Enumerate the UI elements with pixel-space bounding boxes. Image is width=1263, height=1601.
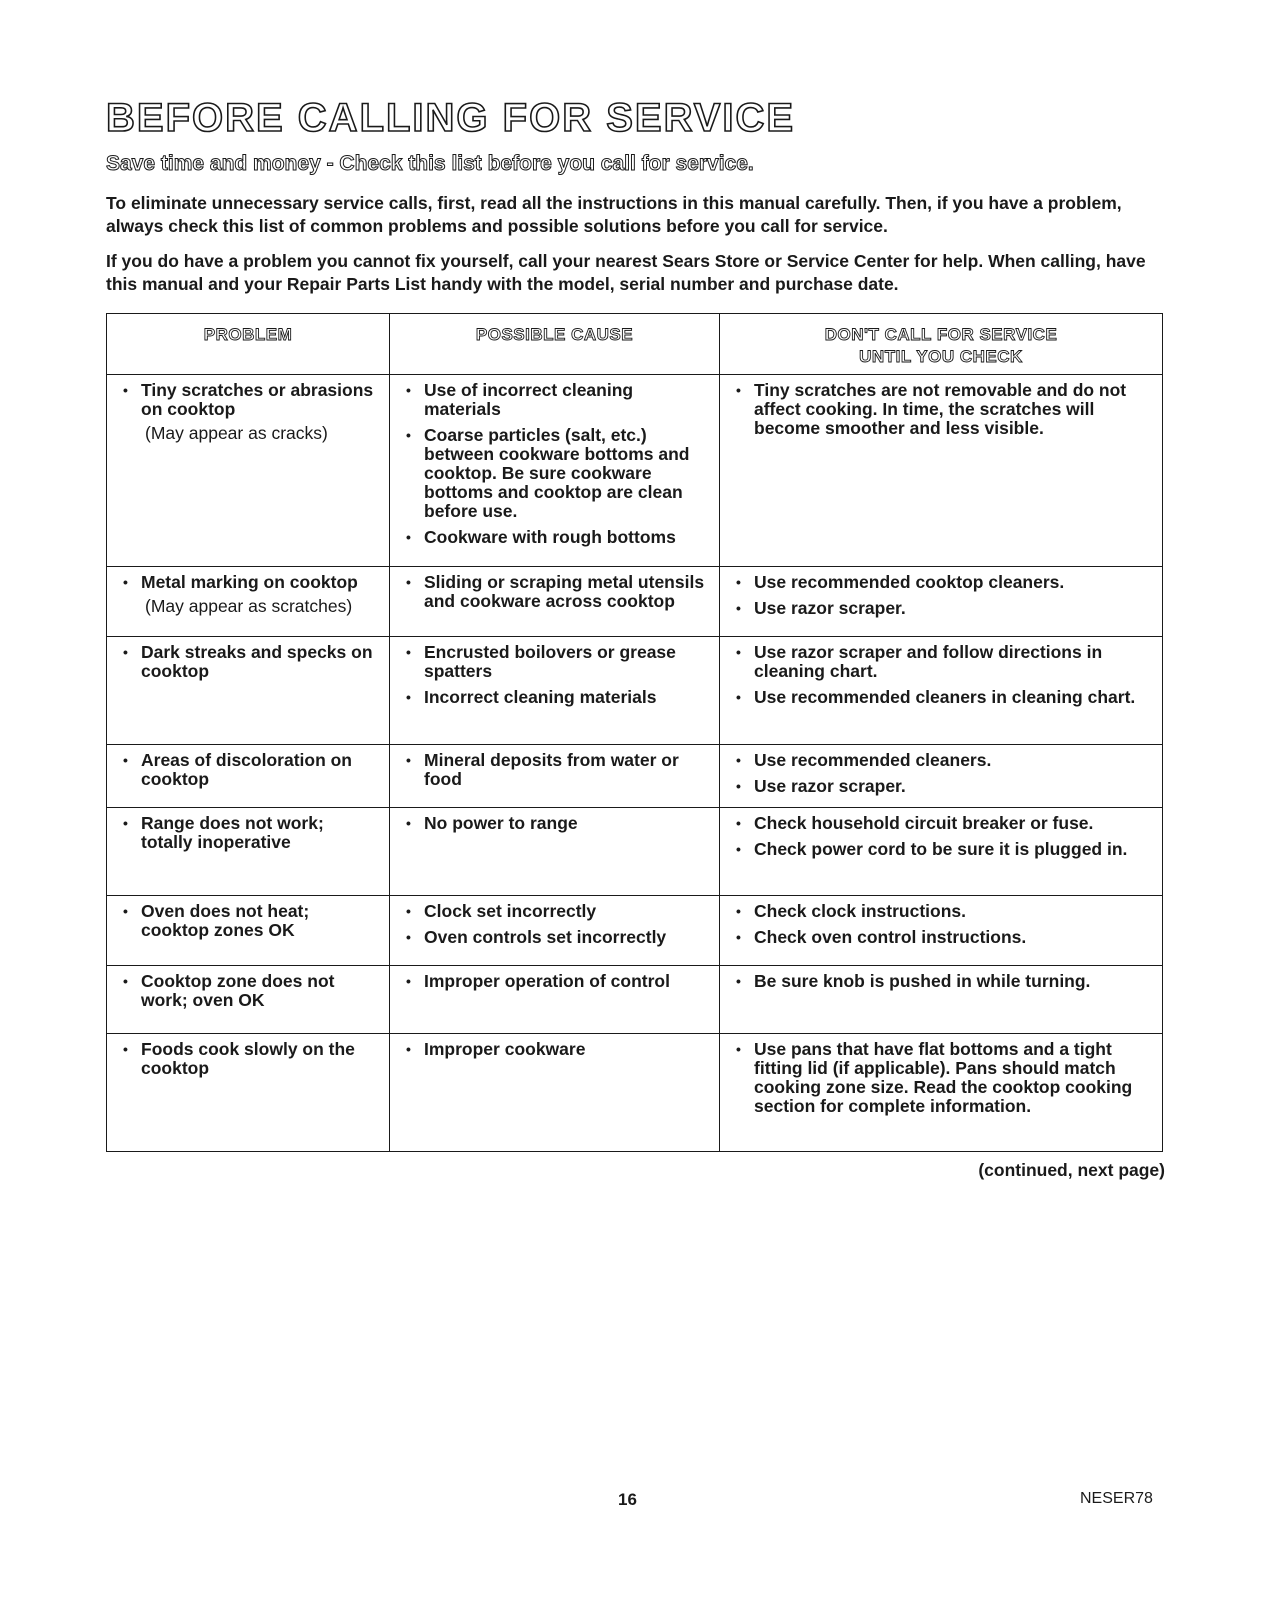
check-cell	[720, 896, 1163, 966]
table-row	[107, 896, 1163, 966]
cause-item: • Sliding or scraping metal utensils and cookware across cooktop	[400, 573, 709, 611]
check-cell	[720, 637, 1163, 745]
problem-item	[117, 1040, 379, 1078]
cause-item: • Mineral deposits from water or food	[400, 751, 709, 789]
header-check-line2: UNTIL YOU CHECK	[859, 347, 1023, 366]
cause-cell	[390, 808, 720, 896]
cause-item: • No power to range	[400, 814, 709, 833]
check-cell	[720, 745, 1163, 808]
problem-item	[117, 902, 379, 940]
table-row	[107, 637, 1163, 745]
problem-text: Dark streaks and specks on cooktop	[141, 642, 373, 681]
cause-item: • Clock set incorrectly	[400, 902, 709, 921]
page-subtitle: Save time and money - Check this list before you call for service.	[106, 152, 754, 175]
problem-cell	[107, 637, 390, 745]
problem-text: Oven does not heat; cooktop zones OK	[141, 901, 310, 940]
page-title: BEFORE CALLING FOR SERVICE	[106, 96, 796, 140]
problem-item	[117, 814, 379, 852]
check-cell	[720, 567, 1163, 637]
cause-item: • Use of incorrect cleaning materials	[400, 381, 709, 419]
check-item: • Check clock instructions.	[730, 902, 1152, 921]
intro-paragraph: To eliminate unnecessary service calls, first, read all the instructions in this manual carefully. Then, if you have a problem, always check this list of common problems and possible solutions before you call for service.	[106, 193, 1122, 236]
table-header-row	[107, 314, 1163, 375]
check-cell	[720, 1034, 1163, 1152]
problem-cell	[107, 896, 390, 966]
problem-text: Range does not work; totally inoperative	[141, 813, 324, 852]
problem-cell	[107, 745, 390, 808]
intro-paragraph: If you do have a problem you cannot fix yourself, call your nearest Sears Store or Service Center for help. When calling, have this manual and your Repair Parts List handy with the model, serial number and purchase date.	[106, 251, 1146, 294]
header-problem: PROBLEM	[107, 314, 390, 375]
problem-cell	[107, 1034, 390, 1152]
table-row	[107, 1034, 1163, 1152]
check-item: • Use pans that have flat bottoms and a tight fitting lid (if applicable). Pans should match cooking zone size. Read the cooktop cooking section for complete information.	[730, 1040, 1152, 1116]
cause-item: • Cookware with rough bottoms	[400, 528, 709, 547]
cause-item: • Improper operation of control	[400, 972, 709, 991]
problem-item	[117, 643, 379, 681]
check-item: • Use razor scraper.	[730, 599, 1152, 618]
check-item: • Use recommended cleaners in cleaning chart.	[730, 688, 1152, 707]
document-code: NESER78	[1080, 1490, 1153, 1507]
problem-text: Tiny scratches or abrasions on cooktop	[141, 380, 374, 419]
problem-note: (May appear as scratches)	[145, 596, 353, 616]
table-row	[107, 375, 1163, 567]
check-cell	[720, 375, 1163, 567]
cause-cell	[390, 637, 720, 745]
table-row	[107, 966, 1163, 1034]
problem-note: (May appear as cracks)	[145, 423, 328, 443]
page-number: 16	[618, 1490, 637, 1509]
table-row	[107, 745, 1163, 808]
continued-note: (continued, next page)	[978, 1160, 1165, 1180]
check-item: • Use razor scraper and follow directions in cleaning chart.	[730, 643, 1152, 681]
cause-item: • Coarse particles (salt, etc.) between cookware bottoms and cooktop. Be sure cookware bottoms and cooktop are clean before use.	[400, 426, 709, 521]
problem-text: Foods cook slowly on the cooktop	[141, 1039, 355, 1078]
cause-item: • Oven controls set incorrectly	[400, 928, 709, 947]
problem-cell	[107, 567, 390, 637]
table-row	[107, 808, 1163, 896]
cause-cell	[390, 896, 720, 966]
problem-item	[117, 573, 379, 616]
cause-cell	[390, 567, 720, 637]
check-item: • Check power cord to be sure it is plugged in.	[730, 840, 1152, 859]
check-item: • Use recommended cooktop cleaners.	[730, 573, 1152, 592]
problem-cell	[107, 375, 390, 567]
problem-item	[117, 751, 379, 789]
check-item: • Check household circuit breaker or fuse.	[730, 814, 1152, 833]
check-cell	[720, 966, 1163, 1034]
problem-item	[117, 972, 379, 1010]
check-cell	[720, 808, 1163, 896]
table-row	[107, 567, 1163, 637]
troubleshooting-table	[106, 313, 1163, 1152]
check-item: • Be sure knob is pushed in while turning.	[730, 972, 1152, 991]
cause-item: • Encrusted boilovers or grease spatters	[400, 643, 709, 681]
cause-item: • Improper cookware	[400, 1040, 709, 1059]
problem-text: Metal marking on cooktop	[141, 572, 358, 592]
header-check	[720, 314, 1163, 375]
check-item: • Use recommended cleaners.	[730, 751, 1152, 770]
cause-cell	[390, 1034, 720, 1152]
check-item: • Use razor scraper.	[730, 777, 1152, 796]
problem-text: Areas of discoloration on cooktop	[141, 750, 352, 789]
cause-cell	[390, 375, 720, 567]
problem-cell	[107, 808, 390, 896]
cause-item: • Incorrect cleaning materials	[400, 688, 709, 707]
header-possible-cause: POSSIBLE CAUSE	[390, 314, 720, 375]
cause-cell	[390, 745, 720, 808]
problem-cell	[107, 966, 390, 1034]
check-item: • Tiny scratches are not removable and do not affect cooking. In time, the scratches will become smoother and less visible.	[730, 381, 1152, 438]
header-check-line1: DON'T CALL FOR SERVICE	[824, 325, 1058, 344]
problem-item	[117, 381, 379, 443]
check-item: • Check oven control instructions.	[730, 928, 1152, 947]
problem-text: Cooktop zone does not work; oven OK	[141, 971, 335, 1010]
cause-cell	[390, 966, 720, 1034]
